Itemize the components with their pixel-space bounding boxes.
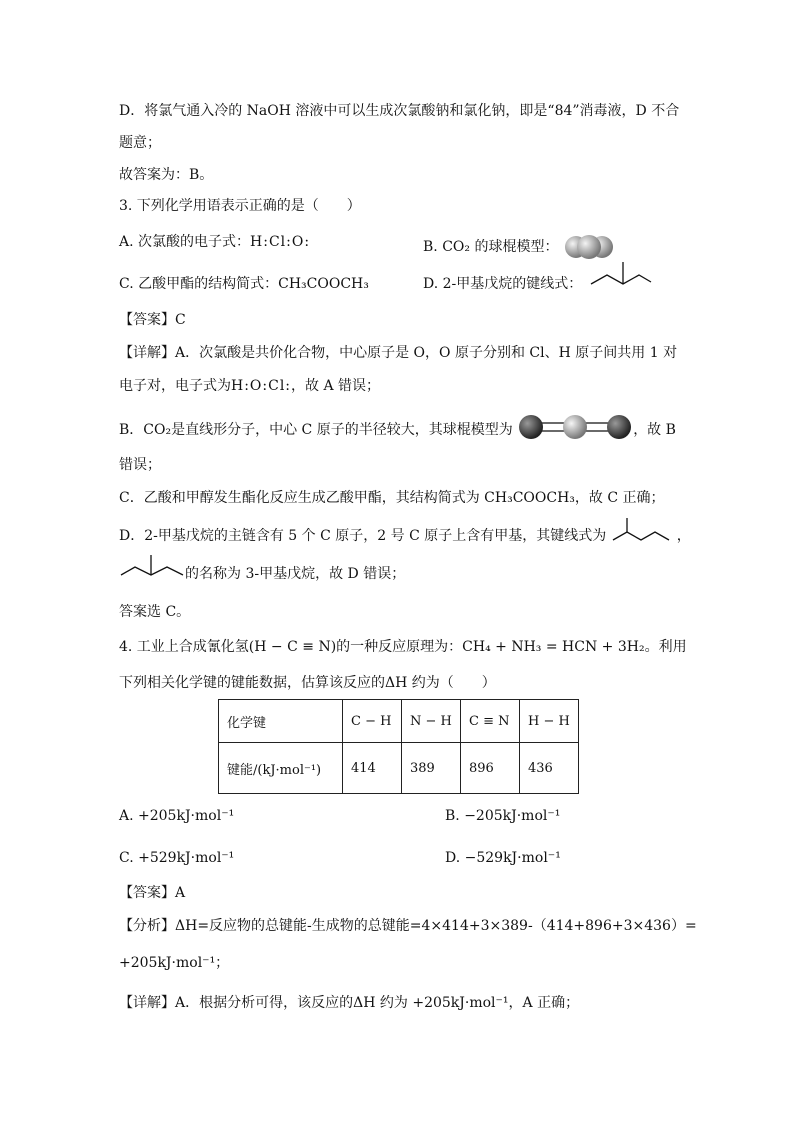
q4-detail-value: 约为 +205kJ·mol⁻¹ (375, 995, 509, 1011)
q3-detail-b-mid: 是直线形分子，中心 C 原子的半径较大，其球棍模型为 (171, 422, 513, 438)
table-row-label: 键能/(kJ·mol⁻¹) (219, 743, 343, 794)
q4-analysis-line1: 【分析】ΔH=反应物的总键能-生成物的总键能=4×414+3×389-（414+896+3×436）= (119, 918, 697, 934)
table-row (219, 743, 579, 794)
q3-answer: 【答案】C (119, 312, 186, 328)
q3-option-c-formula: CH₃COOCH₃ (278, 276, 369, 292)
q4-answer: 【答案】A (119, 885, 186, 901)
q3-detail-b-co2: CO₂ (143, 422, 172, 438)
q3-detail-c-text: C．乙酸和甲醇发生酯化反应生成乙酸甲酯，其结构简式为 (119, 490, 485, 506)
q3-option-a (119, 232, 310, 252)
skeletal-formula-3-methylpentane-small-image (119, 553, 185, 583)
q4-stem2-dh: ΔH (385, 675, 408, 691)
skeletal-formula-3-methylpentane-image (587, 260, 653, 294)
q3-option-d-text: D. 2-甲基戊烷的键线式： (423, 276, 583, 292)
q3-detail-c-formula: CH₃COOCH₃ (484, 490, 575, 506)
q3-option-b-prefix: B. (423, 239, 443, 255)
table-header-cell: 化学键 (219, 700, 343, 743)
q3-detail-a-formula: H:O:Cl: (231, 378, 292, 394)
q3-detail-d-text2: 的名称为 3-甲基戊烷，故 D 错误； (185, 566, 406, 582)
q4-detail-end: ，A 正确； (508, 995, 580, 1011)
q4-equation: CH₄ + NH₃ = HCN + 3H₂ (462, 639, 645, 655)
q3-option-c (119, 274, 369, 294)
bond-energy-table (218, 699, 579, 794)
q4-stem2-prefix: 下列相关化学键的键能数据，估算该反应的 (119, 675, 385, 691)
q3-detail-b-line2: 错误； (119, 457, 161, 473)
q4-stem-prefix: 4. 工业上合成氰化氢(H − C ≡ N)的一种反应原理为： (119, 639, 463, 655)
q4-option-d: D. −529kJ·mol⁻¹ (445, 850, 561, 866)
q4-option-c: C. +529kJ·mol⁻¹ (119, 850, 235, 866)
table-header-cell: C − H (343, 700, 402, 743)
co2-spacefill-model-image (563, 232, 615, 262)
q3-option-b (423, 232, 615, 262)
q3-detail-d-comma: ， (676, 528, 691, 544)
q3-detail-a-text: 电子对，电子式为 (119, 378, 231, 394)
q3-detail-c-end: ，故 C 正确； (574, 490, 665, 506)
q4-detail-prefix: 【详解】A．根据分析可得，该反应的 (119, 995, 354, 1011)
question-3-stem: 3. 下列化学用语表示正确的是（ ） (119, 198, 361, 214)
option-d-prev-line1: D．将氯气通入冷的 NaOH 溶液中可以生成次氯酸钠和氯化钠，即是“84”消毒液，D 不合 (119, 103, 680, 119)
q3-detail-b-line1 (119, 419, 676, 441)
q3-detail-c (119, 488, 665, 508)
q3-detail-d-line1 (119, 524, 691, 548)
question-4-stem-line2 (119, 673, 496, 693)
q3-final-answer: 答案选 C。 (119, 604, 191, 620)
table-header-cell: C ≡ N (461, 700, 520, 743)
q3-option-c-text: C. 乙酸甲酯的结构简式： (119, 276, 279, 292)
q3-detail-d-text: D．2-甲基戊烷的主链含有 5 个 C 原子，2 号 C 原子上含有甲基，其键线式为 (119, 528, 607, 544)
skeletal-formula-2-methylpentane-image (611, 518, 673, 548)
q3-option-b-co2: CO₂ (442, 239, 471, 255)
q4-option-b: B. −205kJ·mol⁻¹ (445, 808, 561, 824)
q3-detail-b-prefix: B． (119, 422, 144, 438)
q3-option-a-formula: H:Cl:O: (250, 234, 311, 250)
table-cell: 436 (520, 743, 579, 794)
q4-option-a: A. +205kJ·mol⁻¹ (119, 808, 235, 824)
table-header-row (219, 700, 579, 743)
question-4-stem-line1 (119, 637, 687, 657)
q3-detail-a-end: ，故 A 错误； (291, 378, 381, 394)
q3-detail-d-line2 (119, 564, 405, 584)
table-cell: 414 (343, 743, 402, 794)
answer-prev: 故答案为：B。 (119, 167, 214, 183)
option-d-prev-line2: 题意； (119, 135, 161, 151)
co2-ball-stick-model-image (517, 413, 633, 441)
q4-detail-a (119, 993, 579, 1013)
q3-detail-a-line1: 【详解】A．次氯酸是共价化合物，中心原子是 O，O 原子分别和 Cl、H 原子间共用 1 对 (119, 345, 678, 361)
table-header-cell: N − H (402, 700, 461, 743)
table-header-cell: H − H (520, 700, 579, 743)
q4-analysis-line2: +205kJ·mol⁻¹； (119, 955, 230, 971)
q4-detail-dh: ΔH (353, 995, 376, 1011)
q3-detail-a-line2 (119, 376, 380, 396)
q3-detail-b-end: ，故 B (633, 422, 676, 438)
q4-stem-end: 。利用 (644, 639, 687, 655)
q4-stem2-end: 约为（ ） (407, 675, 496, 691)
q3-option-b-suffix: 的球棍模型： (470, 239, 559, 255)
table-cell: 896 (461, 743, 520, 794)
q3-option-a-text: A. 次氯酸的电子式： (119, 234, 251, 250)
q3-option-d (423, 274, 653, 294)
table-cell: 389 (402, 743, 461, 794)
